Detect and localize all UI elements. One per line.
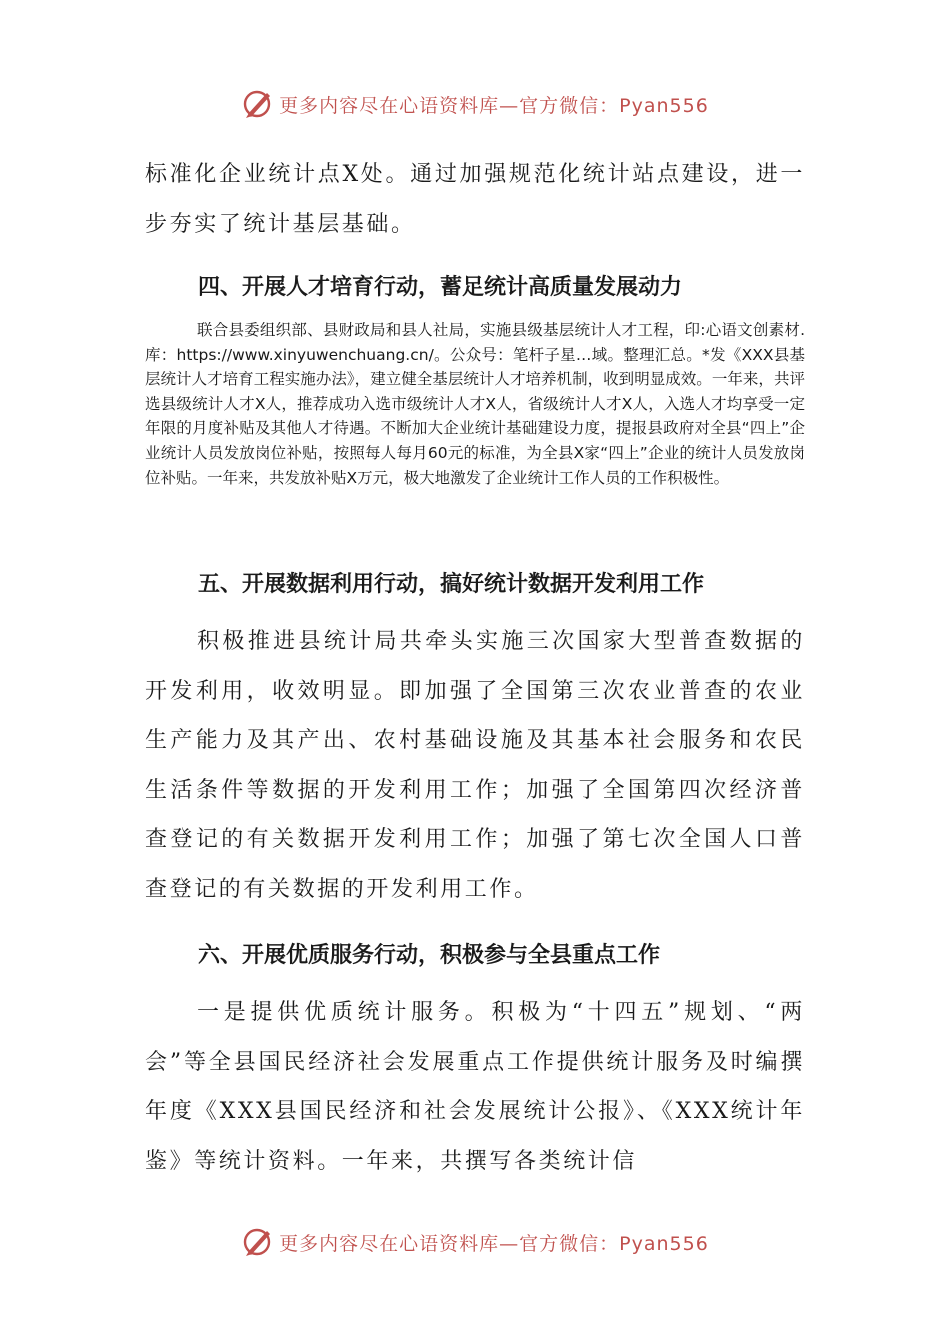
header-banner [0, 84, 950, 124]
section-6-paragraph: 一是提供优质统计服务。积极为“十四五”规划、“两会”等全县国民经济社会发展重点工作提供统计服务及时编撰年度《XXX县国民经济和社会发展统计公报》、《XXX统计年鉴》等统计资料。一年来，共撰写各类统计信 [145, 1000, 805, 1174]
pen-logo-icon [241, 1225, 275, 1259]
banner-slogan: 更多内容尽在心语资料库—官方微信： [279, 1232, 620, 1255]
section-heading-5: 五、开展数据利用行动，搞好统计数据开发利用工作 [198, 572, 705, 597]
footer-banner [0, 1222, 950, 1262]
section-5-paragraph: 积极推进县统计局共牵头实施三次国家大型普查数据的开发利用，收效明显。即加强了全国第三次农业普查的农业生产能力及其产出、农村基础设施及其基本社会服务和农民生活条件等数据的开发利用工作；加强了全国第四次经济普查登记的有关数据开发利用工作；加强了第七次全国人口普查登记的有关数据的开发利用工作。 [145, 629, 805, 902]
banner-wechat-id: Pyan556 [619, 1232, 709, 1255]
section-4-paragraph: 联合县委组织部、县财政局和县人社局，实施县级基层统计人才工程，印:心语文创素材.库：https://www.xinyuwenchuang.cn/。公众号：笔杆子星…域。整理汇总。*发《XXX县基层统计人才培育工程实施办法》，建立健全基层统计人才培养机制，收到明显成效。一年来，共评选县级统计人才X人，推荐成功入选市级统计人才X人，省级统计人才X人，入选人才均享受一定年限的月度补贴及其他人才待遇。不断加大企业统计基础建设力度，提报县政府对全县“四上”企业统计人员发放岗位补贴，按照每人每月60元的标准，为全县X家“四上”企业的统计人员发放岗位补贴。一年来，共发放补贴X万元，极大地激发了企业统计工作人员的工作积极性。 [145, 321, 805, 487]
banner-text [279, 1229, 709, 1256]
banner-wechat-id: Pyan556 [619, 94, 709, 117]
continued-paragraph: 标准化企业统计点X处。通过加强规范化统计站点建设，进一步夯实了统计基层基础。 [145, 162, 805, 237]
pen-logo-icon [241, 87, 275, 121]
banner-text [279, 91, 709, 118]
section-heading-4: 四、开展人才培育行动，蓄足统计高质量发展动力 [198, 275, 683, 300]
banner-slogan: 更多内容尽在心语资料库—官方微信： [279, 94, 620, 117]
section-heading-6: 六、开展优质服务行动，积极参与全县重点工作 [198, 943, 661, 968]
